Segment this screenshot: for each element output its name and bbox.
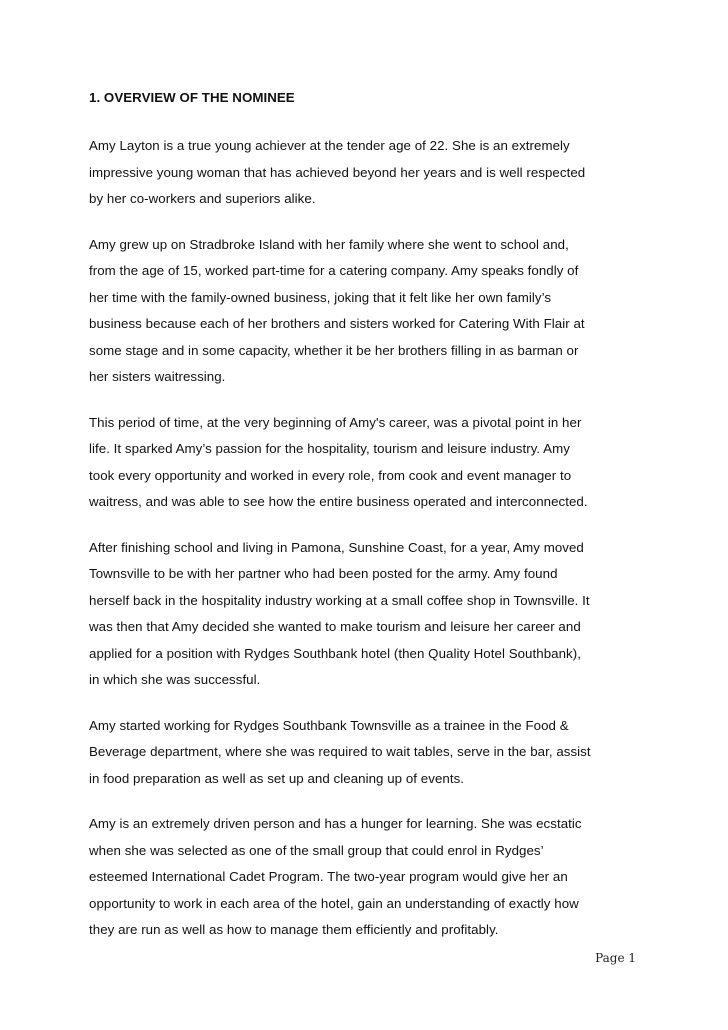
paragraph-line: her sisters waitressing. [89, 369, 226, 384]
paragraph-3 [89, 410, 649, 516]
paragraph-line: was then that Amy decided she wanted to make tourism and leisure her career and [89, 619, 581, 634]
paragraph-line: Amy is an extremely driven person and has a hunger for learning. She was ecstatic [89, 816, 582, 831]
paragraph-4 [89, 535, 649, 694]
paragraph-line: they are run as well as how to manage them efficiently and profitably. [89, 922, 499, 937]
document-body [89, 88, 649, 963]
paragraph-line: in which she was successful. [89, 672, 261, 687]
paragraph-line: in food preparation as well as set up and cleaning up of events. [89, 770, 465, 786]
paragraph-line: by her co-workers and superiors alike. [89, 191, 316, 206]
paragraph-line: business because each of her brothers and sisters worked for Catering With Flair at [89, 316, 585, 331]
paragraph-2 [89, 232, 649, 391]
paragraph-line: Amy started working for Rydges Southbank Townsville as a trainee in the Food & [89, 717, 569, 733]
paragraph-line: herself back in the hospitality industry working at a small coffee shop in Townsville. It [89, 592, 590, 608]
paragraph-line: Beverage department, where she was required to wait tables, serve in the bar, assist [89, 744, 591, 759]
paragraph-line: some stage and in some capacity, whether it be her brothers filling in as barman or [89, 342, 579, 358]
page-number: Page 1 [595, 951, 636, 965]
paragraph-line: life. It sparked Amy’s passion for the hospitality, tourism and leisure industry. Amy [89, 441, 570, 456]
paragraph-line: opportunity to work in each area of the hotel, gain an understanding of exactly how [89, 895, 579, 911]
paragraph-line: from the age of 15, worked part-time for a catering company. Amy speaks fondly of [89, 263, 579, 278]
paragraph-line: Amy grew up on Stradbroke Island with her family where she went to school and, [89, 236, 569, 252]
paragraph-line: After finishing school and living in Pamona, Sunshine Coast, for a year, Amy moved [89, 539, 584, 555]
paragraph-line: Amy Layton is a true young achiever at the tender age of 22. She is an extremely [89, 138, 570, 153]
paragraph-line: when she was selected as one of the small group that could enrol in Rydges’ [89, 842, 544, 858]
paragraph-line: impressive young woman that has achieved beyond her years and is well respected [89, 164, 586, 180]
paragraph-line: waitress, and was able to see how the entire business operated and interconnected. [89, 494, 588, 509]
paragraph-line: This period of time, at the very beginning of Amy's career, was a pivotal point in her [89, 414, 582, 430]
paragraph-line: took every opportunity and worked in every role, from cook and event manager to [89, 467, 572, 483]
paragraph-line: applied for a position with Rydges Southbank hotel (then Quality Hotel Southbank), [89, 645, 581, 661]
section-heading: 1. OVERVIEW OF THE NOMINEE [89, 90, 295, 105]
paragraph-6 [89, 811, 649, 944]
paragraph-5 [89, 713, 649, 793]
paragraph-line: her time with the family-owned business, joking that it felt like her own family’s [89, 289, 552, 305]
paragraph-line: Townsville to be with her partner who had been posted for the army. Amy found [89, 566, 558, 581]
paragraph-1 [89, 133, 649, 213]
paragraph-line: esteemed International Cadet Program. The two-year program would give her an [89, 869, 568, 884]
